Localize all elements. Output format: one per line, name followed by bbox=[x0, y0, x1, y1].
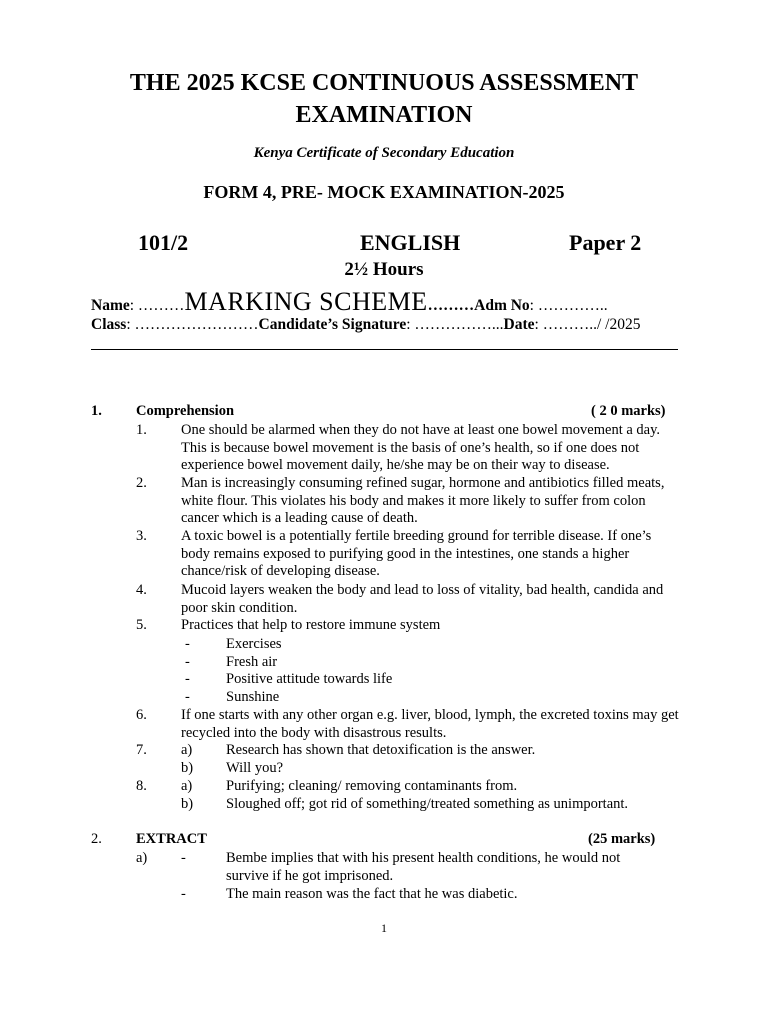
answer-text: Sloughed off; got rid of something/treated something as unimportant. bbox=[226, 796, 629, 812]
q2-number: 2. bbox=[91, 831, 102, 847]
sub-label: a) bbox=[181, 778, 193, 794]
q1-title: Comprehension bbox=[136, 403, 235, 419]
paper-code: 101/2 bbox=[138, 230, 189, 255]
exam-subtitle: Kenya Certificate of Secondary Education bbox=[253, 145, 515, 161]
answer-text: One should be alarmed when they do not have at least one bowel movement a day. This is because bowel movement is the basis of one’s health, so if one does not experience bowel movement daily, he/she may be on their way to disease. bbox=[181, 422, 661, 474]
answer-text: If one starts with any other organ e.g. liver, blood, lymph, the excreted toxins may get recycled into the body with disastrous results. bbox=[181, 707, 679, 741]
practice-text: Fresh air bbox=[226, 654, 278, 670]
bullet-dash: - bbox=[185, 671, 190, 687]
answer-number: 8. bbox=[136, 778, 147, 794]
adm-dots: : ………….. bbox=[529, 297, 608, 314]
q2-marks: (25 marks) bbox=[588, 831, 656, 847]
bullet-dash: - bbox=[185, 689, 190, 705]
answer-number: 2. bbox=[136, 475, 147, 491]
name-dots-post: ……… bbox=[427, 297, 475, 314]
exam-title-line2: EXAMINATION bbox=[295, 102, 473, 128]
answer-text: Purifying; cleaning/ removing contaminants from. bbox=[226, 778, 518, 794]
answer-text: A toxic bowel is a potentially fertile breeding ground for terrible disease. If one’s body remains exposed to purifying good in the intestines, one stands a higher chance/risk of developing disease. bbox=[181, 528, 652, 580]
subject-name: ENGLISH bbox=[360, 230, 461, 255]
answer-text: Research has shown that detoxification is the answer. bbox=[226, 742, 536, 758]
name-dots-pre: : ……… bbox=[129, 297, 185, 314]
answer-number: 6. bbox=[136, 707, 147, 723]
sub-label: a) bbox=[136, 850, 148, 866]
bullet-dash: - bbox=[185, 636, 190, 652]
adm-label: Adm No bbox=[474, 297, 530, 314]
q1-number: 1. bbox=[91, 403, 102, 419]
exam-duration: 2½ Hours bbox=[344, 259, 424, 280]
paper-number: Paper 2 bbox=[569, 230, 642, 255]
answer-number: 5. bbox=[136, 617, 147, 633]
answer-text: Man is increasingly consuming refined sugar, hormone and antibiotics filled meats, white flour. This violates his body and makes it more likely to suffer from colon cancer which is a leading cause of death. bbox=[181, 475, 665, 527]
signature-label: Candidate’s Signature bbox=[258, 316, 407, 333]
signature-dots: : ……………... bbox=[406, 316, 504, 333]
answer-number: 1. bbox=[136, 422, 147, 438]
bullet-dash: - bbox=[185, 654, 190, 670]
answer-text: Mucoid layers weaken the body and lead to loss of vitality, bad health, candida and poor skin condition. bbox=[181, 582, 664, 616]
answer-text: Practices that help to restore immune system bbox=[181, 617, 441, 633]
answer-number: 3. bbox=[136, 528, 147, 544]
class-dots: : …………………… bbox=[126, 316, 259, 333]
bullet-dash: - bbox=[181, 886, 186, 902]
sub-label: a) bbox=[181, 742, 193, 758]
class-line bbox=[91, 316, 640, 334]
practice-text: Sunshine bbox=[226, 689, 280, 705]
class-label: Class bbox=[91, 316, 127, 333]
bullet-dash: - bbox=[181, 850, 186, 866]
date-label: Date bbox=[503, 316, 535, 333]
answer-text: Bembe implies that with his present health conditions, he would not survive if he got imprisoned. bbox=[226, 850, 621, 884]
name-value: MARKING SCHEME bbox=[184, 287, 428, 316]
q2-title: EXTRACT bbox=[136, 831, 207, 847]
sub-label: b) bbox=[181, 760, 194, 776]
sub-label: b) bbox=[181, 796, 194, 812]
exam-title-line1: THE 2025 KCSE CONTINUOUS ASSESSMENT bbox=[129, 70, 639, 96]
page-number: 1 bbox=[381, 921, 387, 935]
answer-text: The main reason was the fact that he was diabetic. bbox=[226, 886, 518, 902]
name-label: Name bbox=[91, 297, 130, 314]
practice-text: Positive attitude towards life bbox=[226, 671, 393, 687]
date-value: : ………../ /2025 bbox=[534, 316, 641, 333]
answer-number: 4. bbox=[136, 582, 147, 598]
form-line: FORM 4, PRE- MOCK EXAMINATION-2025 bbox=[203, 182, 565, 202]
answer-text: Will you? bbox=[226, 760, 284, 776]
header-divider bbox=[91, 349, 678, 350]
answer-number: 7. bbox=[136, 742, 147, 758]
practice-text: Exercises bbox=[226, 636, 282, 652]
name-line bbox=[91, 287, 608, 317]
q1-marks: ( 2 0 marks) bbox=[591, 403, 666, 419]
